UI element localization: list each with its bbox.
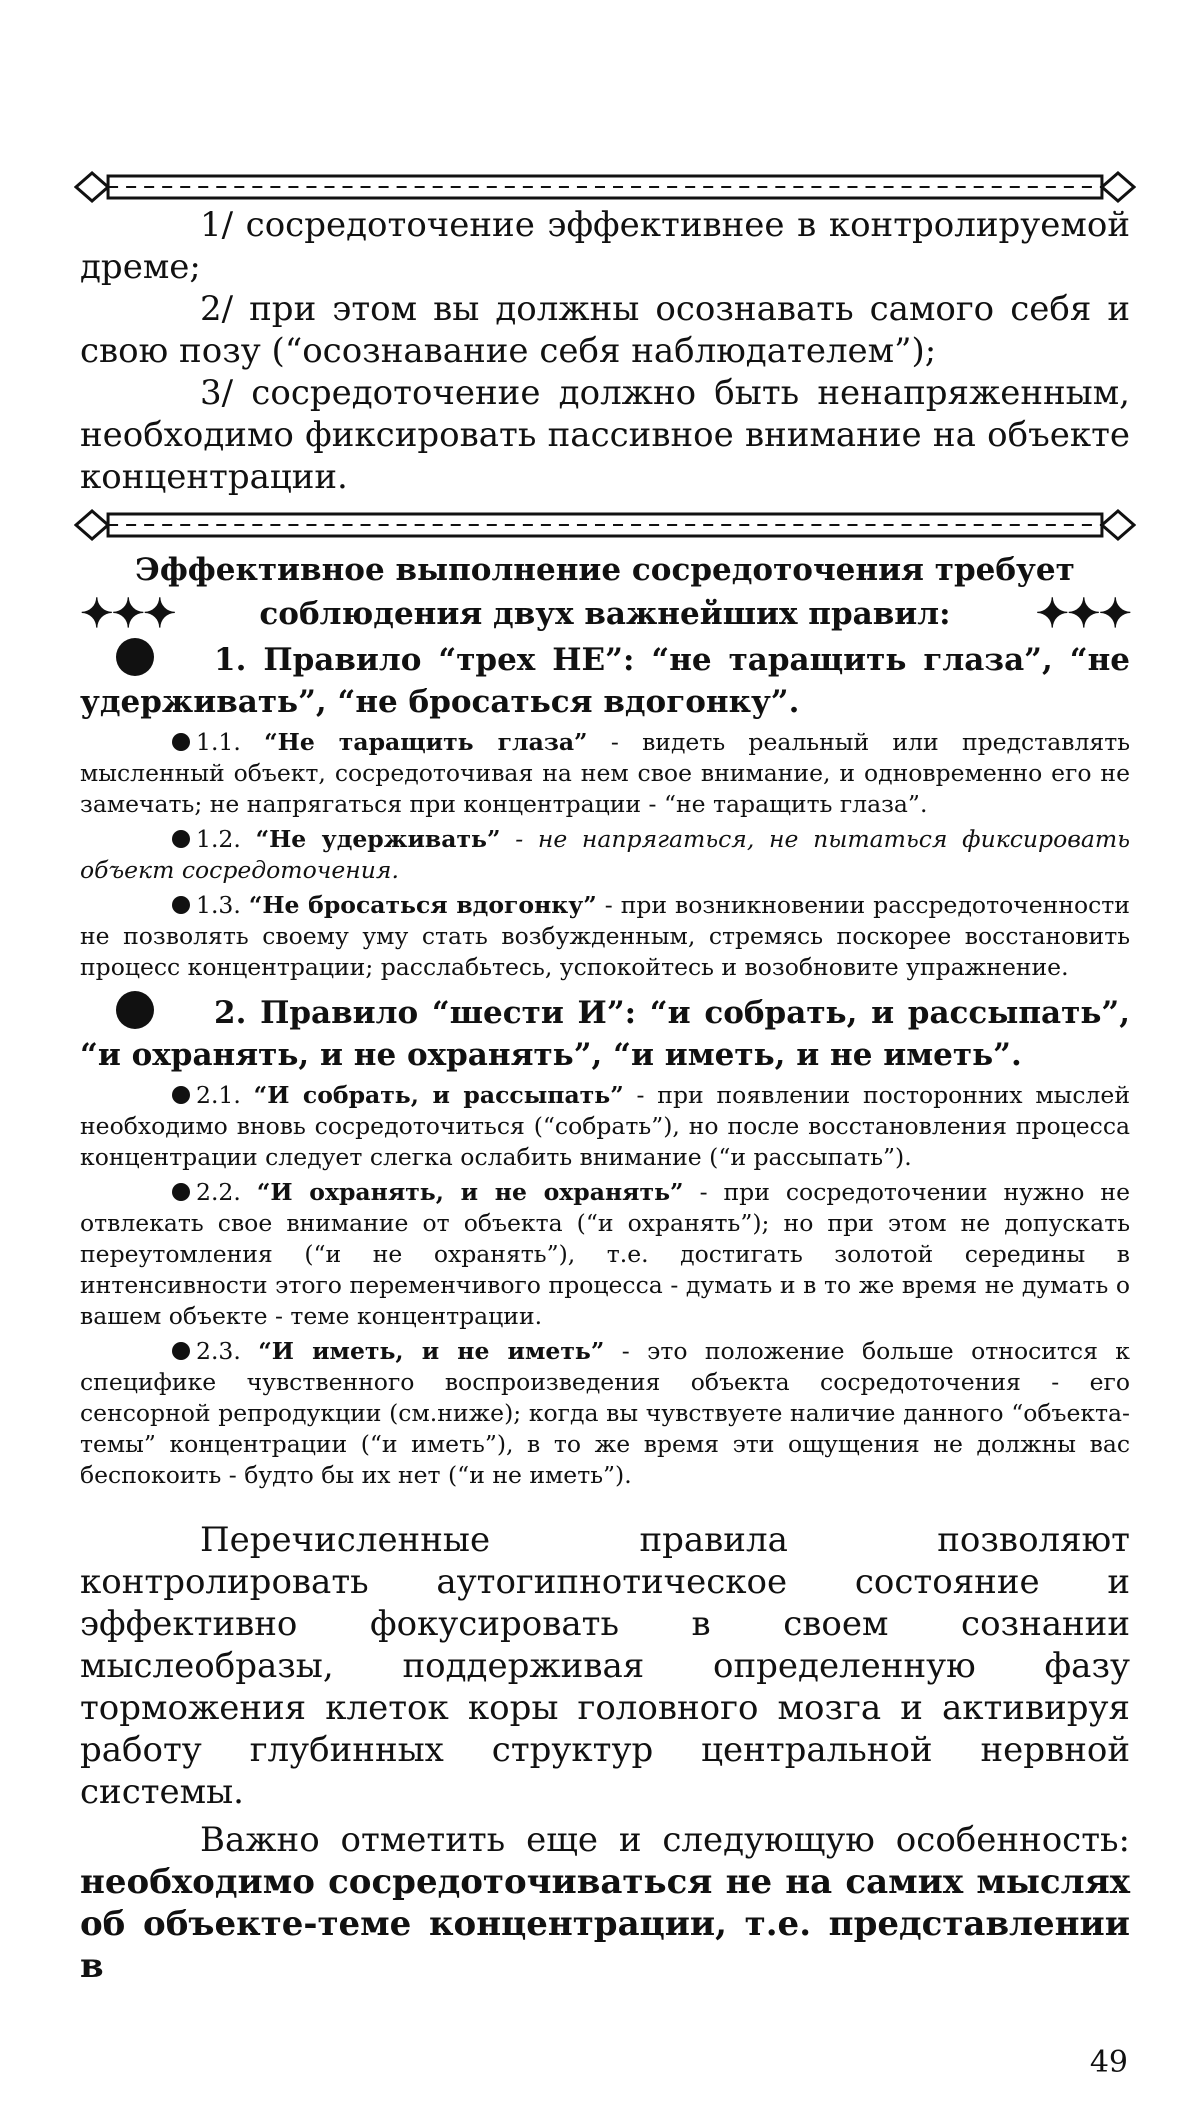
outro-paragraph-1: Перечисленные правила позволяют контролировать аутогипнотическое состояние и эффективно фокусировать в своем сознании мыслеобразы, поддерживая определенную фазу торможения клеток коры головного мозга и активируя работу глубинных структур центральной нервной системы. xyxy=(80,1520,1130,1812)
page-body xyxy=(80,170,1130,1987)
bullet-icon xyxy=(172,1086,190,1104)
intro-point-1: 1/ сосредоточение эффективнее в контролируемой дреме; xyxy=(80,205,1130,287)
bullet-icon xyxy=(116,638,154,676)
rule2-item-2: 2.2. “И охранять, и не охранять” - при сосредоточении нужно не отвлекать свое внимание от объекта (“и охранять”); но при этом не допускать переутомления (“и не охранять”), т.е. достигать золотой середины в интенсивности этого переменчивого процесса - думать и в то же время не думать о вашем объекте - теме концентрации. xyxy=(80,1178,1130,1330)
rules-heading-line2: соблюдения двух важнейших правил: xyxy=(259,596,951,632)
bullet-icon xyxy=(172,1183,190,1201)
middle-ornament xyxy=(74,508,1136,542)
top-ornament xyxy=(74,170,1136,204)
rule2-item-1: 2.1. “И собрать, и рассыпать” - при появлении посторонних мыслей необходимо вновь сосредоточиться (“собрать”), но после восстановления процесса концентрации следует слегка ослабить внимание (“и рассыпать”). xyxy=(80,1081,1131,1171)
bullet-icon xyxy=(172,1342,190,1360)
rule1-title: 1. Правило “трех НЕ”: “не таращить глаза”, “не удерживать”, “не бросаться вдогонку”. xyxy=(80,638,1130,723)
page-number: 49 xyxy=(1089,2045,1128,2080)
rules-heading-line1: Эффективное выполнение сосредоточения требует xyxy=(135,552,1075,588)
stars-left-icon: ✦✦✦ xyxy=(80,590,175,637)
rules-heading xyxy=(80,548,1130,636)
bullet-icon xyxy=(172,733,190,751)
bullet-icon xyxy=(172,896,190,914)
bullet-icon xyxy=(172,830,190,848)
rule2-item-3: 2.3. “И иметь, и не иметь” - это положение больше относится к специфике чувственного воспроизведения объекта сосредоточения - его сенсорной репродукции (см.ниже); когда вы чувствуете наличие данного “объекта-темы” концентрации (“и иметь”), в то же время эти ощущения не должны вас беспокоить - будто бы их нет (“и не иметь”). xyxy=(80,1337,1130,1489)
rule1-item-1: 1.1. “Не таращить глаза” - видеть реальный или представлять мысленный объект, сосредоточивая на нем свое внимание, и одновременно его не замечать; не напрягаться при концентрации - “не таращить глаза”. xyxy=(80,728,1130,818)
rule1-item-2: 1.2. “Не удерживать” - не напрягаться, не пытаться фиксировать объект сосредоточения. xyxy=(80,825,1130,884)
intro-point-2: 2/ при этом вы должны осознавать самого себя и свою позу (“осознавание себя наблюдателем”); xyxy=(80,289,1130,371)
stars-right-icon: ✦✦✦ xyxy=(1035,590,1130,637)
outro-paragraph-2: Важно отметить еще и следующую особенность: необходимо сосредоточиваться не на самих мыслях об объекте-теме концентрации, т.е. представлении в xyxy=(80,1820,1130,1986)
bullet-icon xyxy=(116,991,154,1029)
rule2-title: 2. Правило “шести И”: “и собрать, и рассыпать”, “и охранять, и не охранять”, “и иметь, и не иметь”. xyxy=(80,991,1130,1076)
intro-point-3: 3/ сосредоточение должно быть ненапряженным, необходимо фиксировать пассивное внимание на объекте концентрации. xyxy=(80,373,1130,497)
rule1-item-3: 1.3. “Не бросаться вдогонку” - при возникновении рассредоточенности не позволять своему уму стать возбужденным, стремясь поскорее восстановить процесс концентрации; расслабьтесь, успокойтесь и возобновите упражнение. xyxy=(80,891,1130,981)
